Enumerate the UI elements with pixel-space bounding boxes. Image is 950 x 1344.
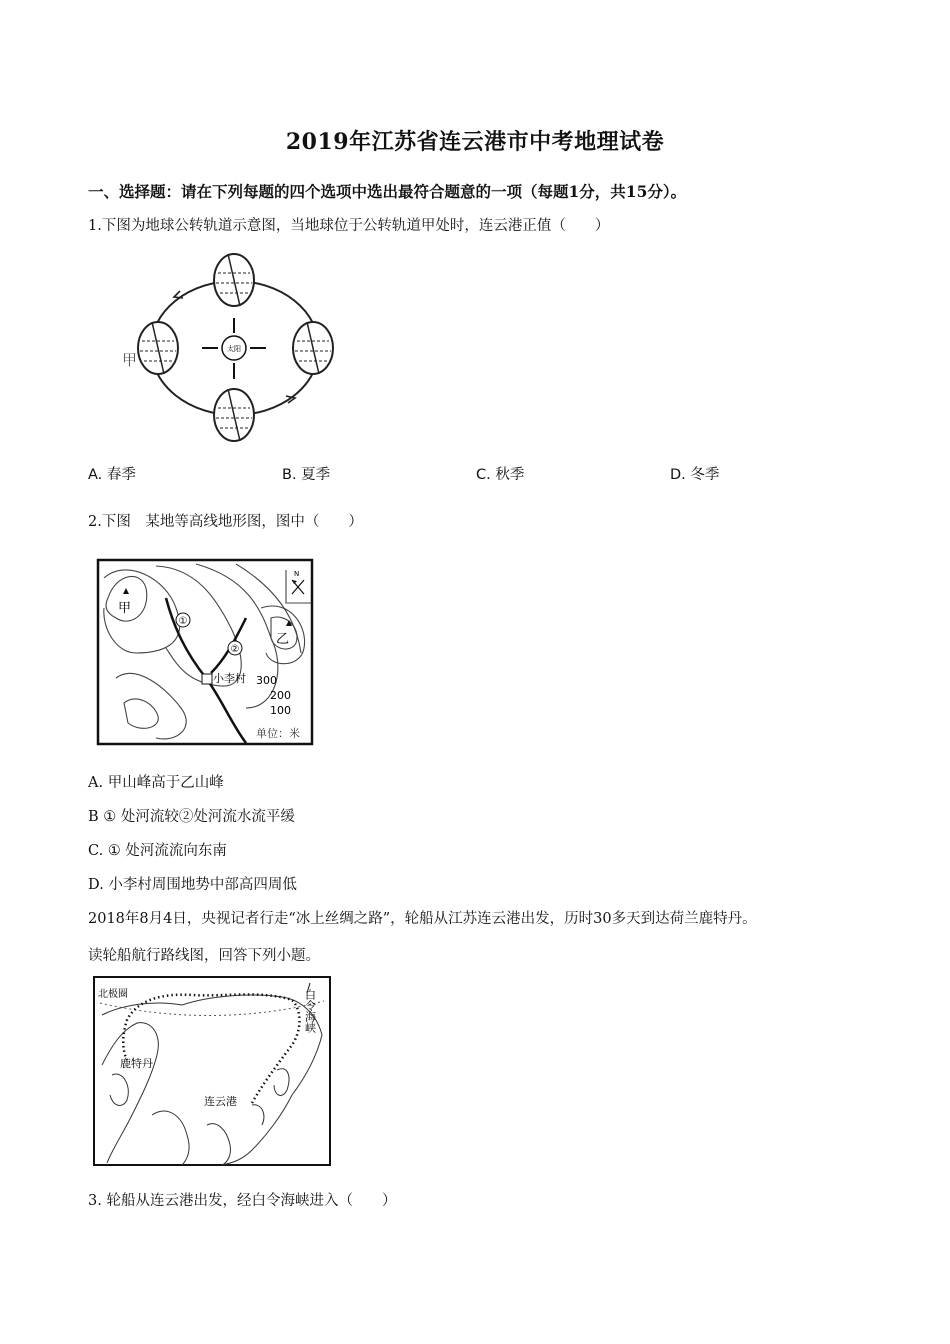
arctic-circle-label: 北极圈 (98, 989, 128, 1000)
contour-200-label: 200 (270, 689, 291, 702)
q2-option-c[interactable]: C. ① 处河流流向东南 (88, 843, 227, 859)
peak-a-label: 甲 (118, 601, 132, 616)
q1-option-c[interactable]: C. 秋季 (476, 467, 525, 483)
sun-label: 太阳 (227, 345, 241, 353)
q2-option-b[interactable]: B ① 处河流较②处河流水流平缓 (88, 809, 295, 825)
q1-stem: 1.下图为地球公转轨道示意图，当地球位于公转轨道甲处时，连云港正值（ ） (88, 218, 610, 234)
q1-option-d[interactable]: D. 冬季 (670, 467, 720, 483)
q2-option-a[interactable]: A. 甲山峰高于乙山峰 (88, 775, 224, 791)
q2-stem: 2.下图 某地等高线地形图，图中（ ） (88, 514, 363, 530)
earth-left (138, 322, 178, 374)
q3-stem: 3. 轮船从连云港出发，经白令海峡进入（ ） (88, 1193, 397, 1209)
contour-map (96, 558, 316, 748)
bering-strait-label (304, 989, 317, 1033)
point-2-label: ② (230, 644, 240, 655)
orbit-diagram (110, 245, 355, 445)
earth-bottom (214, 389, 254, 441)
orbit-position-label: 甲 (122, 351, 138, 369)
q1-option-b[interactable]: B. 夏季 (282, 467, 331, 483)
contour-300-label: 300 (256, 674, 277, 687)
page-title: 2019年江苏省连云港市中考地理试卷 (285, 129, 665, 155)
q1-option-a[interactable]: A. 春季 (88, 467, 136, 483)
earth-right (293, 322, 333, 374)
contour-100-label: 100 (270, 704, 291, 717)
village-label: 小李村 (213, 672, 246, 685)
section-heading: 一、选择题：请在下列每题的四个选项中选出最符合题意的一项（每题1分，共15分）。 (88, 182, 687, 201)
q2-option-d[interactable]: D. 小李村周围地势中部高四周低 (88, 877, 297, 893)
earth-top (214, 254, 254, 306)
peak-b-label: 乙 (276, 632, 290, 647)
bering-strait-text: 白令海峡 (303, 989, 317, 1033)
route-map (92, 975, 332, 1170)
lianyungang-label: 连云港 (204, 1095, 237, 1108)
passage-line-1: 2018年8月4日，央视记者行走“冰上丝绸之路”，轮船从江苏连云港出发，历时30多天到达荷兰鹿特丹。 (88, 911, 757, 927)
point-1-label: ① (178, 616, 188, 627)
unit-label: 单位：米 (256, 727, 300, 740)
north-label: N (294, 570, 300, 578)
rotterdam-label: 鹿特丹 (120, 1057, 153, 1070)
passage-line-2: 读轮船航行路线图，回答下列小题。 (88, 948, 320, 964)
